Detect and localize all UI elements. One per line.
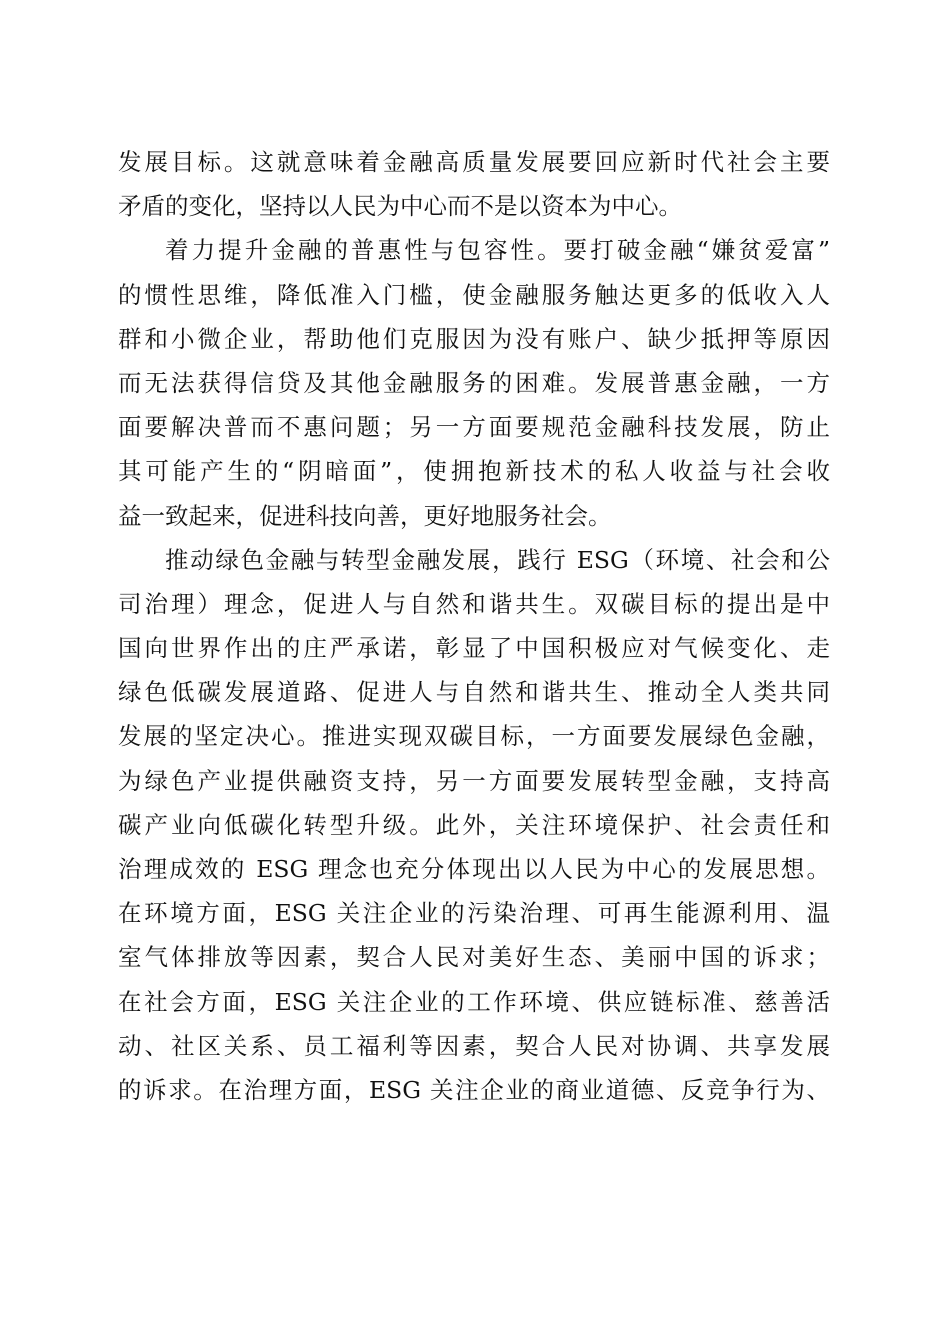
text-line: 的诉求。在治理方面，ESG 关注企业的商业道德、反竞争行为、 xyxy=(118,1075,830,1104)
text-line: 的惯性思维，降低准入门槛，使金融服务触达更多的低收入人 xyxy=(118,280,830,309)
text-line: 群和小微企业，帮助他们克服因为没有账户、缺少抵押等原因 xyxy=(118,324,830,353)
text-line: 动、社区关系、员工福利等因素，契合人民对协调、共享发展 xyxy=(118,1031,830,1060)
text-line: 而无法获得信贷及其他金融服务的困难。发展普惠金融，一方 xyxy=(118,368,830,397)
text-line: 为绿色产业提供融资支持，另一方面要发展转型金融，支持高 xyxy=(118,766,830,795)
text-line: 国向世界作出的庄严承诺，彰显了中国积极应对气候变化、走 xyxy=(118,634,830,663)
text-line: 碳产业向低碳化转型升级。此外，关注环境保护、社会责任和 xyxy=(118,810,830,839)
body-text xyxy=(118,140,830,1112)
text-line: 发展的坚定决心。推进实现双碳目标，一方面要发展绿色金融， xyxy=(118,722,830,751)
text-line: 着力提升金融的普惠性与包容性。要打破金融“嫌贫爱富” xyxy=(165,236,830,265)
text-line: 治理成效的 ESG 理念也充分体现出以人民为中心的发展思想。 xyxy=(118,855,830,883)
text-line: 司治理）理念，促进人与自然和谐共生。双碳目标的提出是中 xyxy=(118,589,830,618)
text-line: 推动绿色金融与转型金融发展，践行 ESG（环境、社会和公 xyxy=(165,545,830,574)
text-line: 益一致起来，促进科技向善，更好地服务社会。 xyxy=(118,501,612,530)
text-line: 面要解决普而不惠问题；另一方面要规范金融科技发展，防止 xyxy=(118,413,830,442)
text-line: 发展目标。这就意味着金融高质量发展要回应新时代社会主要 xyxy=(118,148,830,176)
text-line: 室气体排放等因素，契合人民对美好生态、美丽中国的诉求； xyxy=(118,943,830,972)
text-line: 绿色低碳发展道路、促进人与自然和谐共生、推动全人类共同 xyxy=(118,678,830,707)
text-line: 矛盾的变化，坚持以人民为中心而不是以资本为中心。 xyxy=(118,192,682,221)
text-line: 其可能产生的“阴暗面”，使拥抱新技术的私人收益与社会收 xyxy=(118,457,830,486)
text-line: 在社会方面，ESG 关注企业的工作环境、供应链标准、慈善活 xyxy=(118,987,830,1016)
text-line: 在环境方面，ESG 关注企业的污染治理、可再生能源利用、温 xyxy=(118,899,830,928)
